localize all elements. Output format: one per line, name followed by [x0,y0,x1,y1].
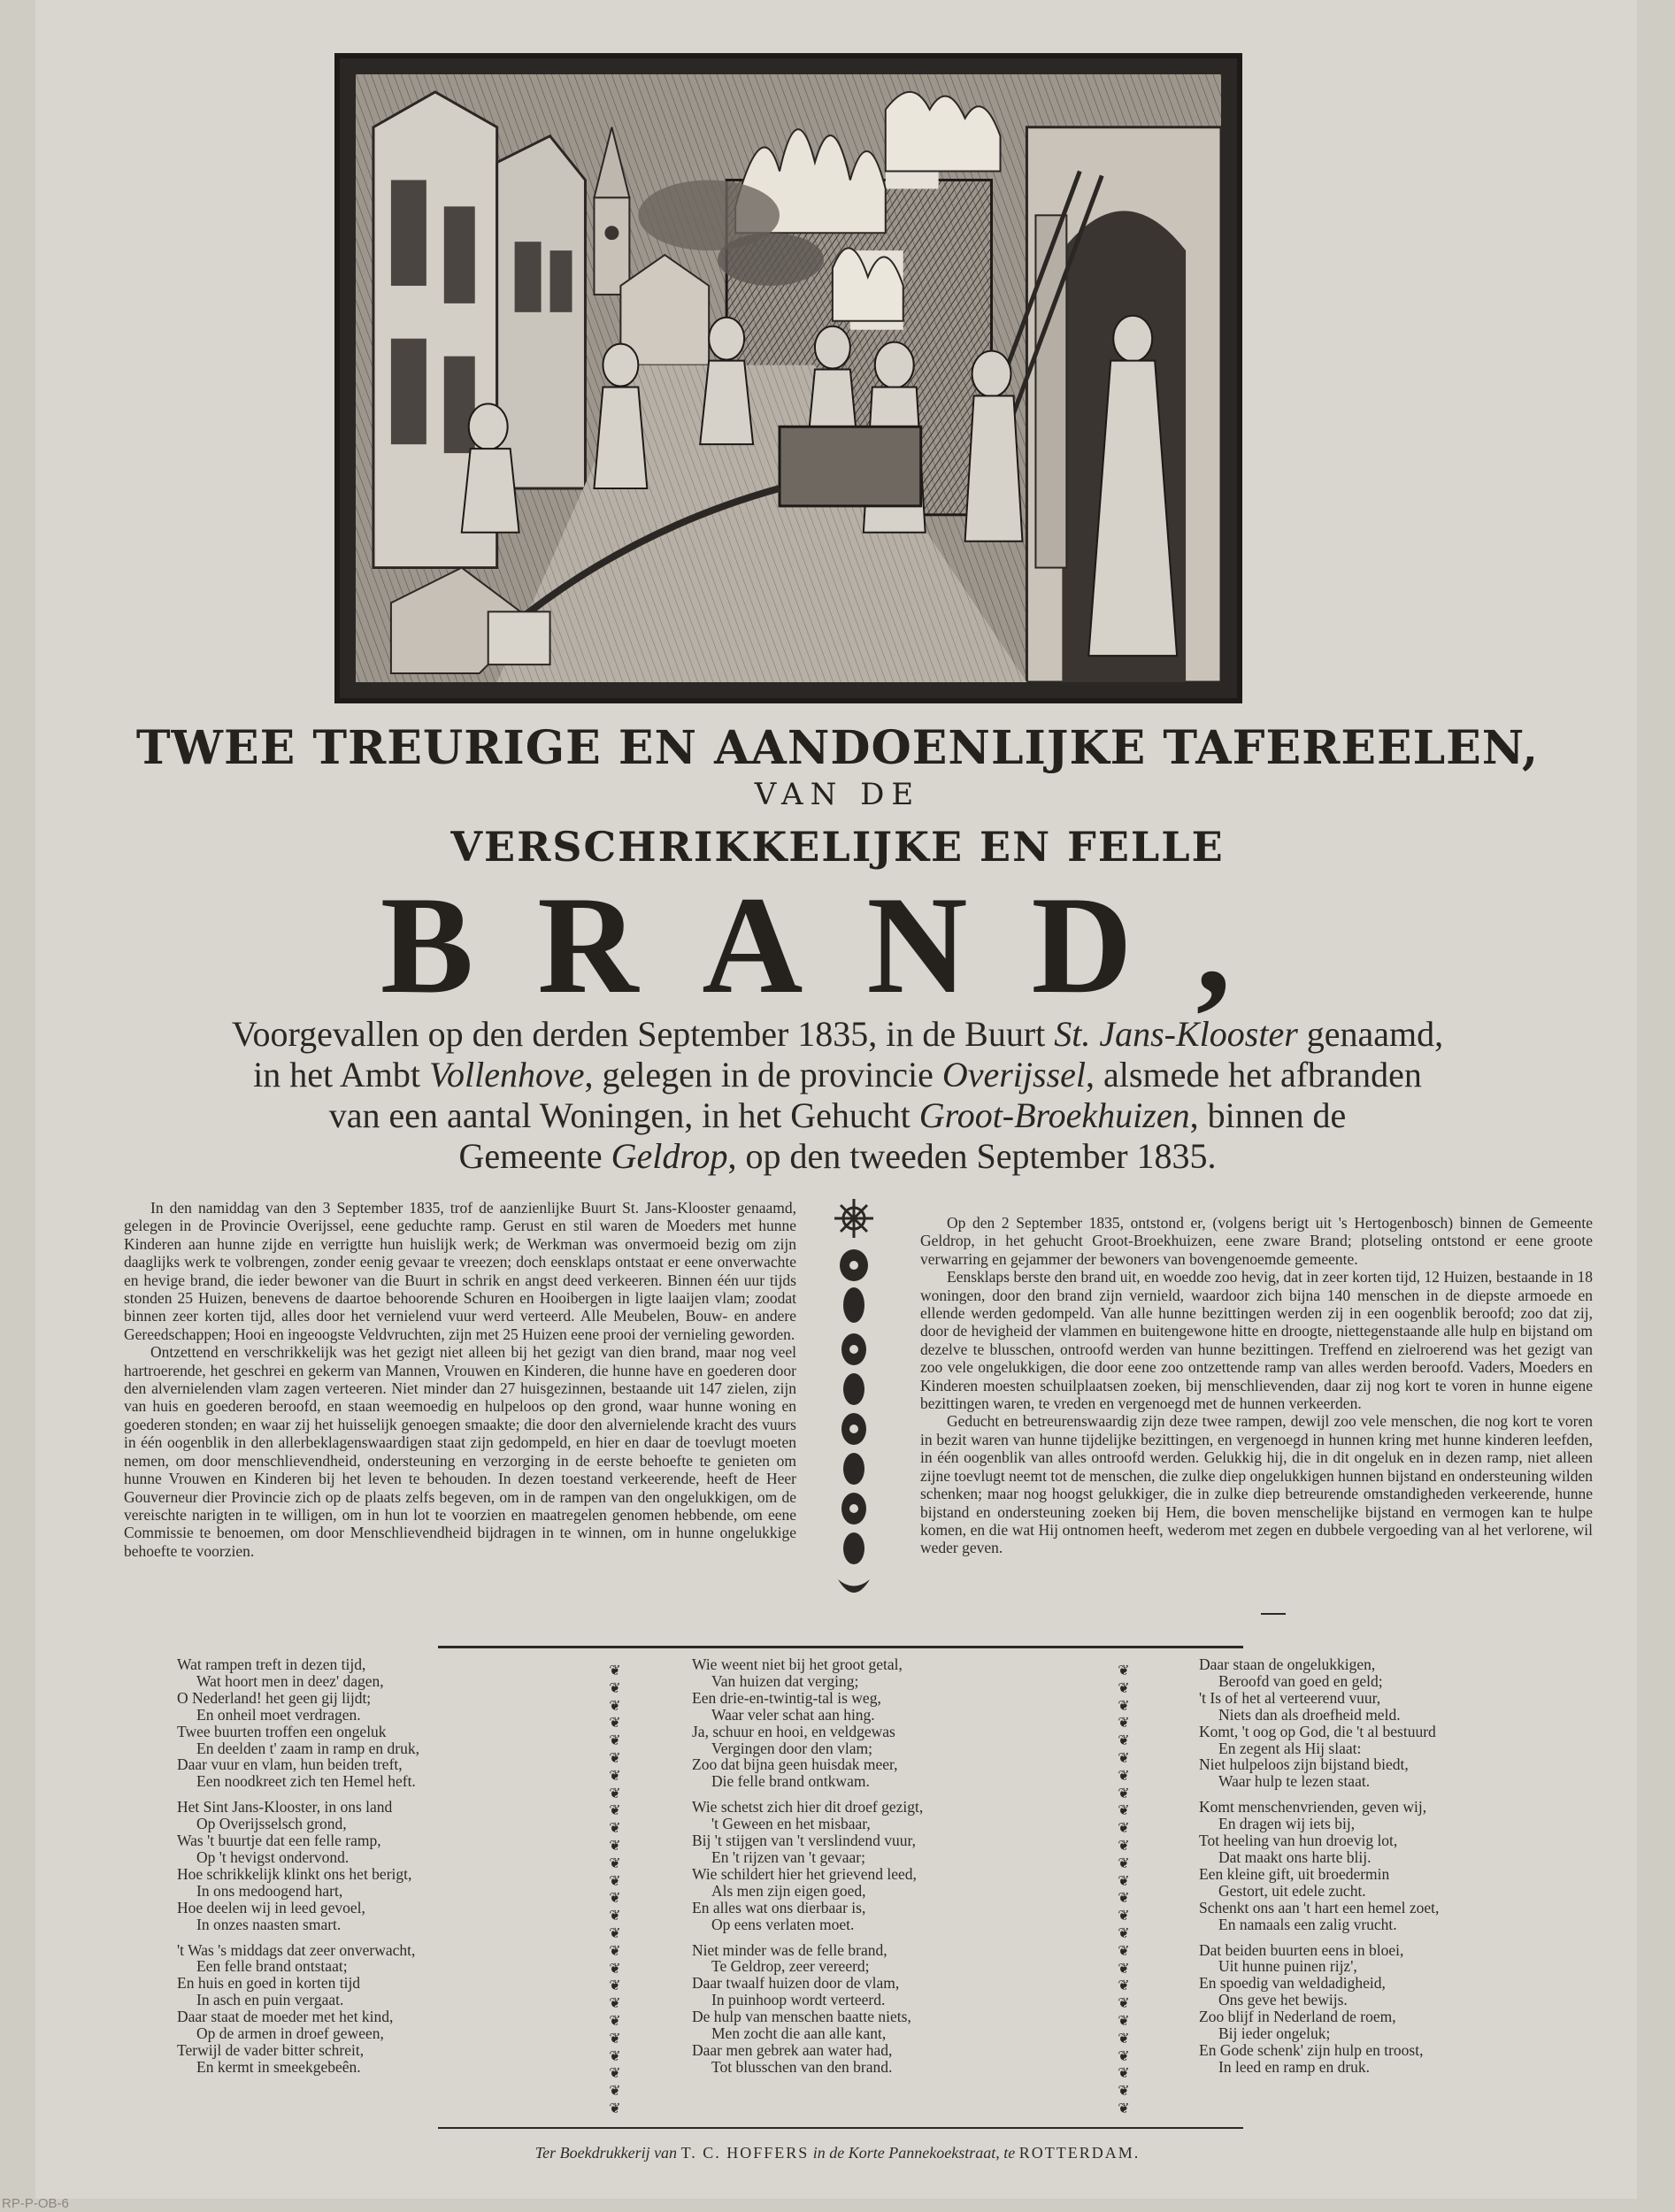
prose-left-column [124,1199,796,1560]
subtitle-line-4: Gemeente Geldrop, op den tweeden September 1835. [458,1136,1217,1176]
poem-line: En namaals een zalig vrucht. [1218,1915,1397,1933]
poem-line: Men zocht die aan alle kant, [711,2024,887,2043]
poem-line: Op 't hevigst ondervond. [196,1847,350,1866]
fleuron-divider-left [604,1662,626,2117]
title-line-1: TWEE TREURIGE EN AANDOENLIJKE TAFEREELEN, [135,721,1540,775]
catalog-number: RP-P-OB-6 [2,2196,69,2211]
poem-line: Zoo dat bijna geen huisdak meer, [692,1755,898,1774]
poem-line: Op eens verlaten moet. [711,1915,855,1933]
poem-line: 't Is of het al verteerend vuur, [1199,1688,1381,1707]
poem-stanza [177,1799,419,1932]
poem-line: Twee buurten troffen een ongeluk [177,1722,387,1740]
poem-line: Niets dan als droefheid meld. [1218,1705,1401,1724]
poem-line: Bij ieder ongeluk; [1218,2024,1331,2043]
prose-paragraph: Ontzettend en verschrikkelijk was het gezigt niet alleen bij het gezigt van dien brand, maar nog veel hartroerende, het geschrei en gekerm van Mannen, Vrouwen en Kinderen, die hunne have en goederen door den alvernielenden vlam zagen verteeren. Niet minder dan 27 huisgezinnen, bestaande uit 147 zielen, zijn van huis en goederen beroofd, en staan weemoedig en hulpeloos op den grond, waar hunne woning en goederen stonden; en waar zij het huisselijk genoegen smaakte; die door den alvernielende kracht des vuurs in één oogenblik in den allerbeklagenswaardigen staat zijn gedompeld, en hier en daar de toevlugt moeten nemen, om door menschlievendheid, ondersteuning en verzorging in de eerste behoefte te genieten om hunne Vrouwen en Kinderen bij het leven te behouden. In dezen toestand verkeerende, heeft de Heer Gouverneur dier Provincie zich op de plaats zelfs begeven, om in de rampen van den ongelukkigen, om de vereischte narigten in te willigen, om in hun lot te voorzien en maatregelen genomen hebbende, om eene Commissie te benoemen, om door Menschlievendheid bijdragen in te winnen, om in hunne ongelukkige behoefte te voorzien. [124,1343,796,1560]
fleuron-icon: ❦ ❦ ❦ ❦ ❦ ❦ ❦ ❦ ❦ ❦ ❦ ❦ ❦ ❦ ❦ ❦ ❦ ❦ ❦ ❦ ❦ ❦ ❦ ❦ ❦ ❦ [1118,1662,1130,2116]
poem-line: Hoe schrikkelijk klinkt ons het berigt, [177,1864,412,1883]
poem-line: Daar twaalf huizen door de vlam, [692,1974,900,1993]
poem-line: Wat rampen treft in dezen tijd, [177,1655,366,1673]
poem-line: Komt, 't oog op God, die 't al bestuurd [1199,1722,1436,1740]
poem-line: 't Geween en het misbaar, [711,1815,871,1833]
poem-line: Ja, schuur en hooi, en veldgewas [692,1722,895,1740]
poem-stanza [692,1942,923,2076]
subtitle-line-1: Voorgevallen op den derden September 1835, in de Buurt St. Jans-Klooster genaamd, [231,1014,1444,1054]
poem-line: Uit hunne puinen rijz', [1218,1957,1357,1976]
poem-stanza [1199,1656,1439,1790]
subtitle-line-3: van een aantal Woningen, in het Gehucht Groot-Broekhuizen, binnen de [328,1095,1347,1135]
poem-line: En zegent als Hij slaat: [1218,1739,1362,1757]
poem-column-2 [692,1656,923,2085]
poem-line: Daar men gebrek aan water had, [692,2040,893,2059]
poem-line: 't Was 's middags dat zeer onverwacht, [177,1940,416,1959]
poem-line: Wie schildert hier het grievend leed, [692,1864,917,1883]
prose-paragraph: In den namiddag van den 3 September 1835, trof de aanzienlijke Buurt St. Jans-Klooster genaamd, gelegen in de Provincie Overijssel, eene geduchte ramp. Gerust en stil waren de Moeders met hunne Kinderen aan hunne zijde en verrigtte hun huislijk werk; de Werkman was onvermoeid bezig om zijn daaglijks werk te volbrengen, zonder eenig gevaar te vreezen; doch eensklaps ontstaat er eene onverwachte en hevige brand, die ieder bewoner van die Buurt in schrik en angst deed verkeeren. Binnen één uur tijds stonden 25 Huizen, benevens de daartoe behoorende Schuren en Hooibergen in ligte laaijen vlam; zoodat binnen zeer korten tijd, alles door het vernielend vuur werd verteerd. Alle Meubelen, Bouw- en andere Gereedschappen; Hooi en ingeoogste Veldvruchten, zijn met 25 Huizen eene prooi der vernieling geworden. [124,1199,796,1343]
poem-line: Beroofd van goed en geld; [1218,1671,1383,1690]
poem-line: In leed en ramp en druk. [1218,2057,1371,2076]
poem-line: In ons medoogend hart, [196,1881,343,1900]
poem-line: Tot heeling van hun droevig lot, [1199,1832,1398,1850]
poem-line: Dat beiden buurten eens in bloei, [1199,1940,1404,1959]
fire-scene-illustration [356,74,1221,682]
poem-line: Een felle brand ontstaat; [196,1957,348,1976]
poem-line: Niet hulpeloos zijn bijstand biedt, [1199,1755,1409,1774]
poem-line: Van huizen dat verging; [711,1671,859,1690]
poem-line: Ons geve het bewijs. [1218,1991,1348,2009]
poem-line: En deelden t' zaam in ramp en druk, [196,1739,419,1757]
poem-line: En spoedig van weldadigheid, [1199,1974,1386,1993]
poem-line: Wat hoort men in deez' dagen, [196,1671,384,1690]
poem-line: Dat maakt ons harte blij. [1218,1847,1372,1866]
poem-line: En Gode schenk' zijn hulp en troost, [1199,2040,1424,2059]
poem-stanza [177,1942,419,2076]
poem-line: Vergingen door den vlam; [711,1739,872,1757]
poem-line: Hoe deelen wij in leed gevoel, [177,1898,365,1916]
poem-line: En 't rijzen van 't gevaar; [711,1847,865,1866]
poem-line: Daar vuur en vlam, hun beiden treft, [177,1755,403,1774]
poem-stanza [177,1656,419,1790]
prose-right-column [920,1214,1593,1557]
vertical-ornament-divider [818,1199,889,1615]
title-line-2: VAN DE [754,777,921,812]
fleuron-icon: ❦ ❦ ❦ ❦ ❦ ❦ ❦ ❦ ❦ ❦ ❦ ❦ ❦ ❦ ❦ ❦ ❦ ❦ ❦ ❦ ❦ ❦ ❦ ❦ ❦ ❦ [609,1662,621,2116]
prose-paragraph: Eensklaps berste den brand uit, en woedde zoo hevig, dat in zeer korten tijd, 12 Huizen, bestaande in 18 woningen, door den brand zijn vernield, waardoor zich bijna 140 menschen in de diepste armoede en ellende werden gedompeld. Van alle hunne bezittingen werden zij in een oogenblik beroofd; zoo dat zij, door de hevigheid der vlammen en buitengewone hitte en droogte, niettegenstaande alle hulp en bijstand om dezelve te blusschen, ontroofd werden van hunne bezittingen. Treffend en zielroerend was het gezigt van zoo vele ongelukkigen, die door eene zoo ontzettende ramp van alles werden beroofd. Vaders, Moeders en Kinderen moesten schuilplaatsen zoeken, bij menschlievenden, daar zij nog kort te voren in hunne eigene bezittingen waren, te vreden en vergenoegd met de hunnen verkeerden. [920,1268,1593,1413]
poem-line: Was 't buurtje dat een felle ramp, [177,1832,381,1850]
poem-line: In onzes naasten smart. [196,1915,342,1933]
horizontal-rule [438,1646,1243,1648]
poem-stanza [1199,1942,1439,2076]
poem-stanza [692,1656,923,1790]
poem-line: Op de armen in droef geween, [196,2024,384,2043]
poem-column-3 [1199,1656,1439,2085]
poem-line: En dragen wij iets bij, [1218,1815,1356,1833]
poem-line: Te Geldrop, zeer vereerd; [711,1957,870,1976]
poem-line: Wie schetst zich hier dit droef gezigt, [692,1798,924,1816]
poem-line: Een drie-en-twintig-tal is weg, [692,1688,881,1707]
poem-line: Zoo blijf in Nederland de roem, [1199,2008,1396,2026]
poem-line: O Nederland! het geen gij lijdt; [177,1688,372,1707]
poem-line: Een noodkreet zich ten Hemel heft. [196,1772,416,1791]
poem-line: Waar hulp te lezen staat. [1218,1772,1371,1791]
poem-line: Waar veler schat aan hing. [711,1705,875,1724]
poem-line: En huis en goed in korten tijd [177,1974,361,1993]
poem-line: En kermt in smeekgebeên. [196,2057,361,2076]
poem-line: En onheil moet verdragen. [196,1705,361,1724]
poem-line: Daar staat de moeder met het kind, [177,2008,394,2026]
poem-stanza [692,1799,923,1932]
woodcut-frame [334,53,1242,703]
subtitle-line-2: in het Ambt Vollenhove, gelegen in de provincie Overijssel, alsmede het afbranden [253,1055,1422,1094]
poem-line: Daar staan de ongelukkigen, [1199,1655,1376,1673]
poem-line: Schenkt ons aan 't hart een hemel zoet, [1199,1898,1440,1916]
poem-line: Wie weent niet bij het groot getal, [692,1655,903,1673]
poem-line: Niet minder was de felle brand, [692,1940,887,1959]
poem-line: Bij 't stijgen van 't verslindend vuur, [692,1832,917,1850]
poem-line: Komt menschenvrienden, geven wij, [1199,1798,1427,1816]
poem-line: In asch en puin vergaat. [196,1991,344,2009]
prose-paragraph: Geducht en betreurenswaardig zijn deze twee rampen, dewijl zoo vele menschen, die nog kort te voren in bezit waren van hunne tijdelijke bezittingen, en vergenoegd in hunnen kring met hunne kinderen leefden, in één oogenblik van alles ontroofd werden. Gelukkig hij, die in dit ongeluk en in dezen ramp, niet alleen zijne toevlugt neemt tot de menschen, die zulke diep ongelukkigen hunnen bijstand en ondersteuning wilden schenken; maar nog hoogst gelukkiger, die in zulke diep betreurende omstandigheden verkeerende, hunne bijstand en ondersteuning zoeken bij Hem, die boven menschelijke bijstand en vermogen kan te hulpe komen, en die wat Hij ontnomen heeft, wederom met zegen en dubbele vergoeding van al het verlorene, wil weder geven. [920,1412,1593,1557]
poem-line: Terwijl de vader bitter schreit, [177,2040,365,2059]
poem-line: De hulp van menschen baatte niets, [692,2008,911,2026]
end-dash [1261,1613,1286,1615]
fleuron-divider-right [1113,1662,1134,2117]
poem-line: In puinhoop wordt verteerd. [711,1991,886,2009]
poem-stanza [1199,1799,1439,1932]
poem-line: Op Overijsselsch grond, [196,1815,347,1833]
poem-line: Het Sint Jans-Klooster, in ons land [177,1798,393,1816]
poem-line: Als men zijn eigen goed, [711,1881,866,1900]
printer-imprint: Ter Boekdrukkerij van T. C. HOFFERS in de Korte Pannekoekstraat, te ROTTERDAM. [534,2144,1141,2162]
poem-line: Gestort, uit edele zucht. [1218,1881,1366,1900]
title-brand: BRAND, [380,868,1295,1023]
poem-line: Een kleine gift, uit broedermin [1199,1864,1390,1883]
poem-column-1 [177,1656,419,2085]
title-line-3: VERSCHRIKKELIJKE EN FELLE [450,823,1225,871]
poem-line: Die felle brand ontkwam. [711,1772,870,1791]
fire-scene-woodcut [356,74,1221,682]
prose-paragraph: Op den 2 September 1835, ontstond er, (volgens berigt uit 's Hertogenbosch) binnen de Gemeente Geldrop, in het gehucht Groot-Broekhuizen, eene zware Brand; plotseling ontstond er eene groote verwarring en gejammer der bewoners van bovengenoemde gemeente. [920,1214,1593,1268]
poem-line: Tot blusschen van den brand. [711,2057,893,2076]
poem-line: En alles wat ons dierbaar is, [692,1898,866,1916]
footer-rule [438,2127,1243,2129]
